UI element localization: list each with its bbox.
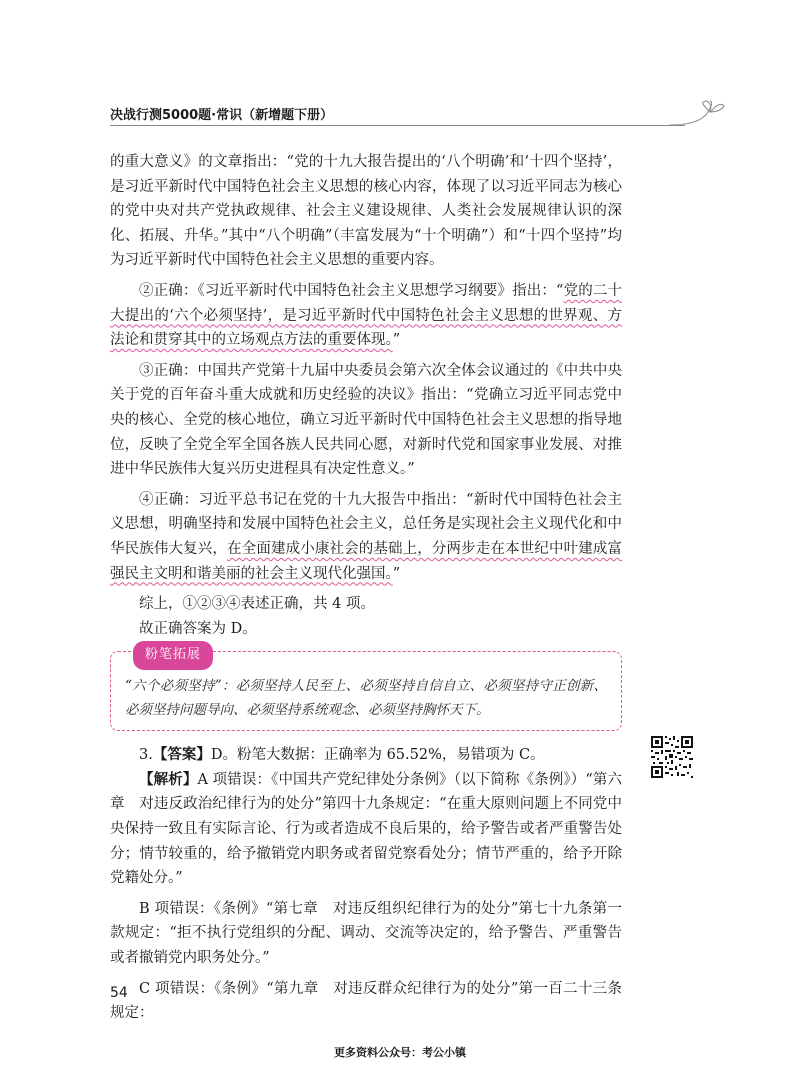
- conclusion-line: 故正确答案为 D。: [139, 620, 257, 637]
- item-2-close: ”: [392, 332, 401, 349]
- qr-code-icon: [650, 735, 694, 779]
- item-4-lead: ④正确：习近平总书记在党的十九大报告中指出：“新时代中国特色社会主义思想，明确坚持和发展中国特色社会主义，总任务是实现社会主义现代化和中华民族伟大复兴，: [110, 491, 622, 557]
- paragraph-item-3: ③正确：中国共产党第十九届中央委员会第六次全体会议通过的《中共中央关于党的百年奋斗重大成就和历史经验的决议》指出：“党确立习近平同志党中央的核心、全党的核心地位，确立习近平新时代中国特色社会主义思想的指导地位，反映了全党全军全国各族人民共同心愿，对新时代党和国家事业发展、对推进中华民族伟大复兴历史进程具有决定性意义。”: [110, 362, 622, 478]
- summary-line: 综上，①②③④表述正确，共 4 项。: [139, 596, 375, 613]
- question-number: 3.: [139, 747, 153, 764]
- analysis-label: 【解析】: [139, 770, 198, 788]
- option-c-text: C 项错误：《条例》“第九章 对违反群众纪律行为的处分”第一百二十三条规定：: [110, 980, 622, 1022]
- item-2-highlight: 党的二十大提出的‘六个必须坚持’，是习近平新时代中国特色社会主义思想的世界观、方法论和贯穿其中的立场观点方法的重要体现。: [110, 282, 622, 349]
- book-title: 决战行测5000题·常识（新增题下册）: [110, 108, 334, 123]
- page-header: [110, 96, 710, 126]
- tip-text: “六个必须坚持”：必须坚持人民至上、必须坚持自信自立、必须坚持守正创新、必须坚持问题导向、必须坚持系统观念、必须坚持胸怀天下。: [125, 678, 607, 719]
- item-2-lead: ②正确：《习近平新时代中国特色社会主义思想学习纲要》指出：“: [139, 282, 564, 299]
- sprout-icon: [670, 100, 730, 128]
- tip-tab-label: 粉笔拓展: [133, 641, 213, 670]
- header-rule: [110, 125, 685, 126]
- option-a-text: A 项错误：《中国共产党纪律处分条例》（以下简称《条例》）“第六章 对违反政治纪律行为的处分”第四十九条规定：“在重大原则问题上不同党中央保持一致且有实际言论、行为或者造成不良后果的，给予警告或者严重警告处分；情节较重的，给予撤销党内职务或者留党察看处分；情节严重的，给予开除党籍处分。”: [110, 771, 623, 887]
- question-3-answer: [110, 743, 622, 768]
- footer-note: 更多资料公众号：考公小镇: [334, 1046, 466, 1059]
- answer-label: 【答案】: [152, 746, 211, 764]
- page-body: [110, 150, 622, 1026]
- paragraph-item-4: [110, 488, 622, 586]
- page-number: 54: [110, 985, 128, 1001]
- item-4-highlight: 在全面建成小康社会的基础上，分两步走在本世纪中叶建成富强民主文明和谐美丽的社会主义现代化强国。: [110, 540, 623, 582]
- paragraph-continuation: 的重大意义》的文章指出：“党的十九大报告提出的‘八个明确’和‘十四个坚持’，是习近平新时代中国特色社会主义思想的核心内容，体现了以习近平同志为核心的党中央对共产党执政规律、社会主义建设规律、人类社会发展规律认识的深化、拓展、升华。”其中“八个明确”（丰富发展为“十个明确”）和“十四个坚持”均为习近平新时代中国特色社会主义思想的重要内容。: [110, 154, 622, 269]
- answer-text: D。粉笔大数据：正确率为 65.52%，易错项为 C。: [210, 747, 545, 764]
- item-4-close: ”: [392, 565, 401, 582]
- option-b-text: B 项错误：《条例》“第七章 对违反组织纪律行为的处分”第七十九条第一款规定：“拒不执行党组织的分配、调动、交流等决定的，给予警告、严重警告或者撤销党内职务处分。”: [110, 900, 622, 967]
- paragraph-item-2: [110, 279, 622, 353]
- extension-tip-box: [110, 647, 622, 731]
- question-3-analysis-a: [110, 768, 622, 891]
